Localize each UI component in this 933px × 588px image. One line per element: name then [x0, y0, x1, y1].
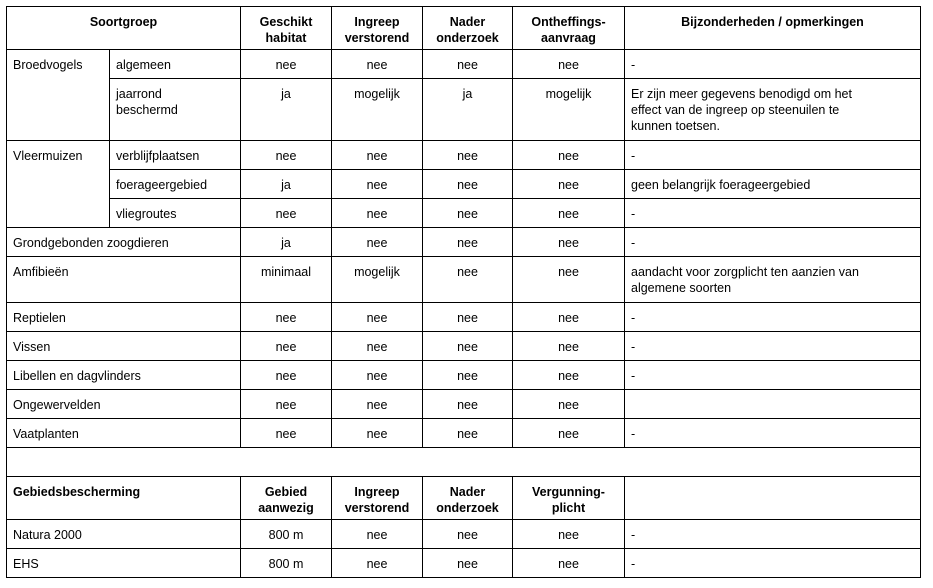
table-row: [7, 549, 921, 578]
area-header-row: [7, 477, 921, 520]
cell-opmerking: -: [625, 199, 921, 228]
cell-verstorend: nee: [332, 303, 423, 332]
cell-verstorend: nee: [332, 520, 423, 549]
header-soortgroep: Soortgroep: [7, 7, 241, 50]
cell-onderzoek: nee: [423, 520, 513, 549]
row-name: Amfibieën: [7, 257, 241, 303]
header-nader-onderzoek: Nader onderzoek: [423, 7, 513, 50]
cell-ontheffing: nee: [513, 141, 625, 170]
cell-opmerking: -: [625, 332, 921, 361]
cell-habitat: minimaal: [241, 257, 332, 303]
cell-opmerking: -: [625, 361, 921, 390]
row-name: Reptielen: [7, 303, 241, 332]
cell-onderzoek: nee: [423, 257, 513, 303]
cell-onderzoek: nee: [423, 361, 513, 390]
cell-verstorend: nee: [332, 50, 423, 79]
species-header-row: [7, 7, 921, 50]
table-row: [7, 332, 921, 361]
cell-ontheffing: nee: [513, 303, 625, 332]
header-geschikt-habitat: Geschikt habitat: [241, 7, 332, 50]
cell-onderzoek: nee: [423, 141, 513, 170]
cell-onderzoek: nee: [423, 199, 513, 228]
spacer-cell: [7, 448, 921, 477]
assessment-table: [6, 6, 921, 578]
header-empty: [625, 477, 921, 520]
row-name: Vaatplanten: [7, 419, 241, 448]
cell-ontheffing: nee: [513, 199, 625, 228]
row-name: Vissen: [7, 332, 241, 361]
cell-habitat: nee: [241, 50, 332, 79]
cell-ontheffing: nee: [513, 332, 625, 361]
cell-ontheffing: nee: [513, 50, 625, 79]
cell-verstorend: nee: [332, 141, 423, 170]
cell-opmerking: -: [625, 549, 921, 578]
cell-vergunning: nee: [513, 520, 625, 549]
table-row: [7, 361, 921, 390]
cell-verstorend: nee: [332, 419, 423, 448]
cell-opmerking: aandacht voor zorgplicht ten aanzien van algemene soorten: [625, 257, 921, 303]
row-name: Libellen en dagvlinders: [7, 361, 241, 390]
cell-ontheffing: nee: [513, 228, 625, 257]
cell-opmerking: -: [625, 303, 921, 332]
cell-aanwezig: 800 m: [241, 549, 332, 578]
row-name: EHS: [7, 549, 241, 578]
row-name: verblijfplaatsen: [110, 141, 241, 170]
cell-onderzoek: ja: [423, 79, 513, 141]
cell-vergunning: nee: [513, 549, 625, 578]
cell-ontheffing: nee: [513, 170, 625, 199]
table-row: [7, 390, 921, 419]
group-broedvogels: Broedvogels: [7, 50, 110, 141]
cell-ontheffing: nee: [513, 390, 625, 419]
header-ontheffingsaanvraag: Ontheffings- aanvraag: [513, 7, 625, 50]
cell-aanwezig: 800 m: [241, 520, 332, 549]
cell-habitat: nee: [241, 199, 332, 228]
cell-habitat: nee: [241, 419, 332, 448]
cell-onderzoek: nee: [423, 419, 513, 448]
cell-opmerking: geen belangrijk foerageergebied: [625, 170, 921, 199]
table-row: [7, 79, 921, 141]
table-row: [7, 303, 921, 332]
cell-opmerking: -: [625, 50, 921, 79]
table-row: [7, 257, 921, 303]
cell-onderzoek: nee: [423, 50, 513, 79]
cell-ontheffing: mogelijk: [513, 79, 625, 141]
cell-verstorend: nee: [332, 332, 423, 361]
cell-verstorend: nee: [332, 390, 423, 419]
cell-verstorend: nee: [332, 361, 423, 390]
cell-habitat: nee: [241, 303, 332, 332]
header-gebied-aanwezig: Gebied aanwezig: [241, 477, 332, 520]
cell-verstorend: nee: [332, 549, 423, 578]
cell-habitat: nee: [241, 390, 332, 419]
table-row: [7, 170, 921, 199]
cell-habitat: nee: [241, 141, 332, 170]
table-row: [7, 199, 921, 228]
cell-verstorend: nee: [332, 228, 423, 257]
cell-verstorend: nee: [332, 199, 423, 228]
cell-opmerking: [625, 390, 921, 419]
row-name: jaarrond beschermd: [110, 79, 241, 141]
row-name: Natura 2000: [7, 520, 241, 549]
cell-opmerking: -: [625, 419, 921, 448]
cell-habitat: ja: [241, 170, 332, 199]
cell-verstorend: mogelijk: [332, 79, 423, 141]
header-bijzonderheden: Bijzonderheden / opmerkingen: [625, 7, 921, 50]
cell-opmerking: -: [625, 228, 921, 257]
header-vergunningplicht: Vergunning- plicht: [513, 477, 625, 520]
cell-opmerking: -: [625, 141, 921, 170]
cell-ontheffing: nee: [513, 419, 625, 448]
cell-onderzoek: nee: [423, 332, 513, 361]
cell-verstorend: nee: [332, 170, 423, 199]
cell-opmerking: Er zijn meer gegevens benodigd om het effect van de ingreep op steenuilen te kunnen toetsen.: [625, 79, 921, 141]
cell-opmerking: -: [625, 520, 921, 549]
cell-habitat: ja: [241, 228, 332, 257]
table-row: [7, 419, 921, 448]
cell-habitat: ja: [241, 79, 332, 141]
cell-habitat: nee: [241, 361, 332, 390]
cell-onderzoek: nee: [423, 549, 513, 578]
cell-habitat: nee: [241, 332, 332, 361]
group-vleermuizen: Vleermuizen: [7, 141, 110, 228]
row-name: Grondgebonden zoogdieren: [7, 228, 241, 257]
header-gebiedsbescherming: Gebiedsbescherming: [7, 477, 241, 520]
row-name: algemeen: [110, 50, 241, 79]
table-spacer-row: [7, 448, 921, 477]
cell-onderzoek: nee: [423, 303, 513, 332]
header-ingreep-verstorend: Ingreep verstorend: [332, 7, 423, 50]
header-ingreep-verstorend: Ingreep verstorend: [332, 477, 423, 520]
row-name: Ongewervelden: [7, 390, 241, 419]
header-nader-onderzoek: Nader onderzoek: [423, 477, 513, 520]
cell-onderzoek: nee: [423, 390, 513, 419]
table-row: [7, 228, 921, 257]
row-name: vliegroutes: [110, 199, 241, 228]
table-row: [7, 50, 921, 79]
table-row: [7, 520, 921, 549]
cell-onderzoek: nee: [423, 228, 513, 257]
table-row: [7, 141, 921, 170]
cell-ontheffing: nee: [513, 361, 625, 390]
cell-verstorend: mogelijk: [332, 257, 423, 303]
cell-onderzoek: nee: [423, 170, 513, 199]
cell-ontheffing: nee: [513, 257, 625, 303]
row-name: foerageergebied: [110, 170, 241, 199]
